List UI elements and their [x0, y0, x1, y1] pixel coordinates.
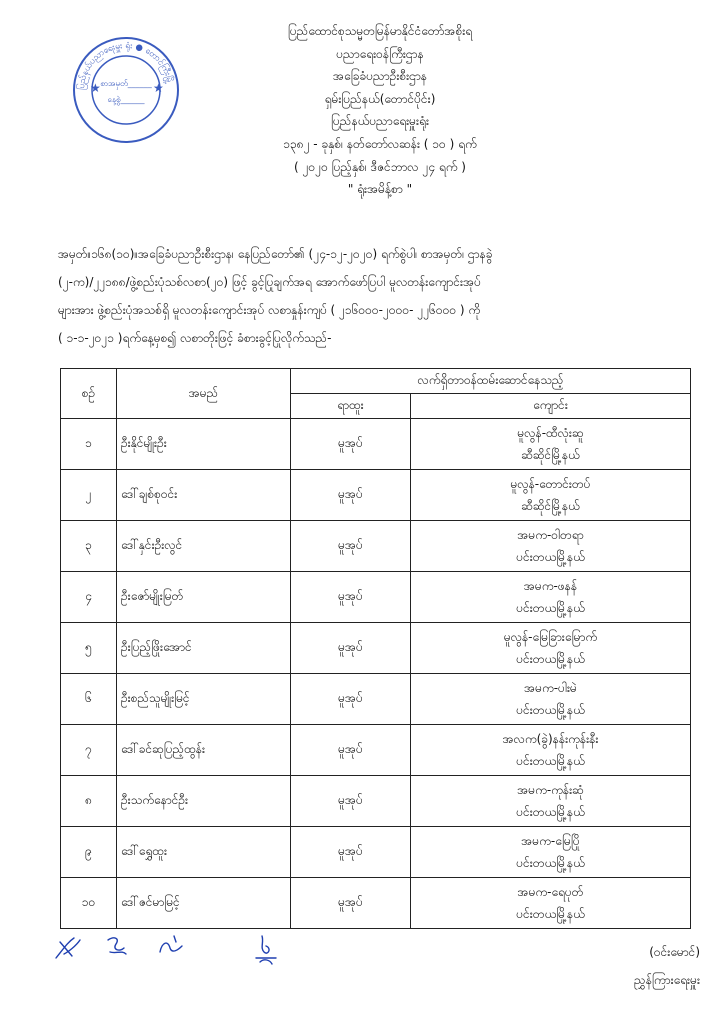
row-school — [411, 572, 691, 623]
header-line-department: အခြေခံပညာဦးစီးဌာန — [333, 69, 427, 84]
school-name: အမက-ရေပုတ် — [517, 885, 584, 899]
school-township: ဆီဆိုင်မြို့နယ် — [521, 499, 580, 513]
row-rank: မူအုပ် — [291, 674, 411, 725]
school-township: ပင်းတယမြို့နယ် — [516, 907, 585, 921]
table-header-row — [61, 369, 691, 394]
row-school — [411, 470, 691, 521]
school-name: အလက(ခွဲ)နန်းကုန်းနီး — [502, 732, 599, 746]
row-number: ၁ — [61, 419, 117, 470]
header-name: အမည် — [117, 369, 291, 419]
office-seal — [72, 36, 180, 144]
row-number: ၇ — [61, 725, 117, 776]
row-name: ဦးသက်နောင်ဦး — [117, 776, 291, 827]
header-current-post: လက်ရှိတာဝန်ထမ်းဆောင်နေသည့် — [291, 369, 691, 394]
school-township: ဆီဆိုင်မြို့နယ် — [521, 448, 580, 462]
row-number: ၉ — [61, 827, 117, 878]
staff-table — [60, 368, 691, 929]
svg-text:★: ★ — [90, 81, 101, 95]
paragraph-line: အမှတ်။၁၆၈(၁၀)။အခြေခံပညာဦးစီးဌာန၊ နေပြည်တော်၏ (၂၄-၁၂-၂၀၂၀) ရက်စွဲပါ၊ စာအမှတ်၊ ဌာနခွဲ — [58, 247, 493, 261]
school-name: အမက-ကုန်းဆုံ — [517, 783, 584, 797]
table-row — [61, 419, 691, 470]
row-school — [411, 725, 691, 776]
row-number: ၆ — [61, 674, 117, 725]
row-rank: မူအုပ် — [291, 827, 411, 878]
school-name: အမက-ဖနန် — [523, 579, 578, 593]
school-township: ပင်းတယမြို့နယ် — [516, 754, 585, 768]
row-rank: မူအုပ် — [291, 623, 411, 674]
table-row — [61, 521, 691, 572]
row-rank: မူအုပ် — [291, 572, 411, 623]
school-name: အမက-မြေပြို — [521, 834, 580, 848]
school-township: ပင်းတယမြို့နယ် — [516, 601, 585, 615]
school-name: မူလွန်-ထီလုံးဆူ — [517, 426, 584, 440]
school-township: ပင်းတယမြို့နယ် — [516, 550, 585, 564]
row-name: ဦးပြည့်ဖြိုးအောင် — [117, 623, 291, 674]
school-name: အမက-ဝါတရာ — [517, 528, 584, 542]
row-name: ဒေါ်ချစ်စုဝင်း — [117, 470, 291, 521]
row-number: ၅ — [61, 623, 117, 674]
row-rank: မူအုပ် — [291, 878, 411, 929]
row-school — [411, 878, 691, 929]
header-line-myanmar-date: ၁၃၈၂ - ခုနှစ်၊ နတ်တော်လဆန်း ( ၁၀ ) ရက် — [283, 136, 477, 151]
school-township: ပင်းတယမြို့နယ် — [516, 805, 585, 819]
row-name: ဒေါ်ဇင်မာမြင့် — [117, 878, 291, 929]
row-school — [411, 623, 691, 674]
table-row — [61, 623, 691, 674]
row-name: ဒေါ်ခင်ဆုပြည့်ထွန်း — [117, 725, 291, 776]
table-row — [61, 572, 691, 623]
table-row — [61, 827, 691, 878]
row-school — [411, 776, 691, 827]
initials-signatures — [50, 928, 290, 968]
row-school — [411, 674, 691, 725]
table-row — [61, 878, 691, 929]
row-number: ၂ — [61, 470, 117, 521]
signer-block — [560, 938, 700, 994]
header-line-ministry: ပညာရေးဝန်ကြီးဌာန — [336, 46, 424, 61]
school-name: အမက-ပါးမဲ — [524, 681, 577, 695]
school-township: ပင်းတယမြို့နယ် — [516, 652, 585, 666]
school-township: ပင်းတယမြို့နယ် — [516, 703, 585, 717]
signer-name: (ဝင်းမောင်) — [649, 945, 700, 959]
row-rank: မူအုပ် — [291, 470, 411, 521]
paragraph-line: (၂-က)/၂၂၁၈၈/ဖွဲ့စည်းပုံသစ်လစာ(၂၀) ဖြင့် ခွင့်ပြုချက်အရ အောက်ဖော်ပြပါ မူလတန်းကျောင်းအုပ် — [58, 275, 481, 289]
row-rank: မူအုပ် — [291, 419, 411, 470]
table-row — [61, 776, 691, 827]
seal-date-line: နေ့စွဲ______ — [107, 95, 145, 104]
paragraph-line: များအား ဖွဲ့စည်းပုံအသစ်ရှိ မူလတန်းကျောင်းအုပ် လစာနှုန်းကျပ် ( ၂၁၆၀၀၀-၂၀၀၀- ၂၂၆၀၀၀ ) ကို — [58, 303, 481, 317]
row-number: ၈ — [61, 776, 117, 827]
row-name: ဦးနိုင်မျိုးဦး — [117, 419, 291, 470]
table-row — [61, 470, 691, 521]
row-number: ၄ — [61, 572, 117, 623]
row-number: ၁၀ — [61, 878, 117, 929]
header-line-gregorian-date: ( ၂၀၂၀ ပြည့်နှစ်၊ ဒီဇင်ဘာလ ၂၄ ရက် ) — [294, 159, 466, 174]
row-name: ဒေါ်ရွှေထူး — [117, 827, 291, 878]
seal-ring-text: ပြည်နယ်ပညာရေးမှူး ရုံး ● တောင်ကြီးမြို့ — [76, 40, 175, 91]
paragraph-line: ( ၁-၁-၂၀၂၁ )ရက်နေ့မှစ၍ လစာတိုးဖြင့် ခံစားခွင့်ပြုလိုက်သည်- — [58, 331, 332, 345]
table-row — [61, 725, 691, 776]
row-school — [411, 419, 691, 470]
row-number: ၃ — [61, 521, 117, 572]
order-paragraph — [58, 240, 690, 352]
seal-ref-line: စာအမှတ်______ — [100, 79, 152, 88]
header-rank: ရာထူး — [291, 394, 411, 419]
header-number: စဉ် — [61, 369, 117, 419]
row-rank: မူအုပ် — [291, 776, 411, 827]
row-school — [411, 827, 691, 878]
header-school: ကျောင်း — [411, 394, 691, 419]
header-line-office: ပြည်နယ်ပညာရေးမှူးရုံး — [331, 114, 429, 129]
table-row — [61, 674, 691, 725]
header-line-government: ပြည်ထောင်စုသမ္မတမြန်မာနိုင်ငံတော်အစိုးရ — [287, 24, 473, 38]
school-township: ပင်းတယမြို့နယ် — [516, 856, 585, 870]
row-name: ဦးစည်သူမျိုးမြင့် — [117, 674, 291, 725]
school-name: မူလွန်-တောင်းတပ် — [510, 477, 591, 491]
school-name: မူလွန်-မြေခြားမြောက် — [503, 630, 598, 644]
row-rank: မူအုပ် — [291, 725, 411, 776]
row-name: ဒေါ်နှင်းဦးလွင် — [117, 521, 291, 572]
row-rank: မူအုပ် — [291, 521, 411, 572]
letterhead — [170, 20, 590, 201]
signer-title: ညွှန်ကြားရေးမှူး — [634, 973, 700, 987]
header-line-order-title: " ရုံးအမိန့်စာ " — [347, 182, 413, 197]
header-line-state: ရှမ်းပြည်နယ်(တောင်ပိုင်း) — [324, 91, 436, 106]
row-school — [411, 521, 691, 572]
row-name: ဦးဇော်မျိုးမြတ် — [117, 572, 291, 623]
svg-text:★: ★ — [153, 81, 164, 95]
